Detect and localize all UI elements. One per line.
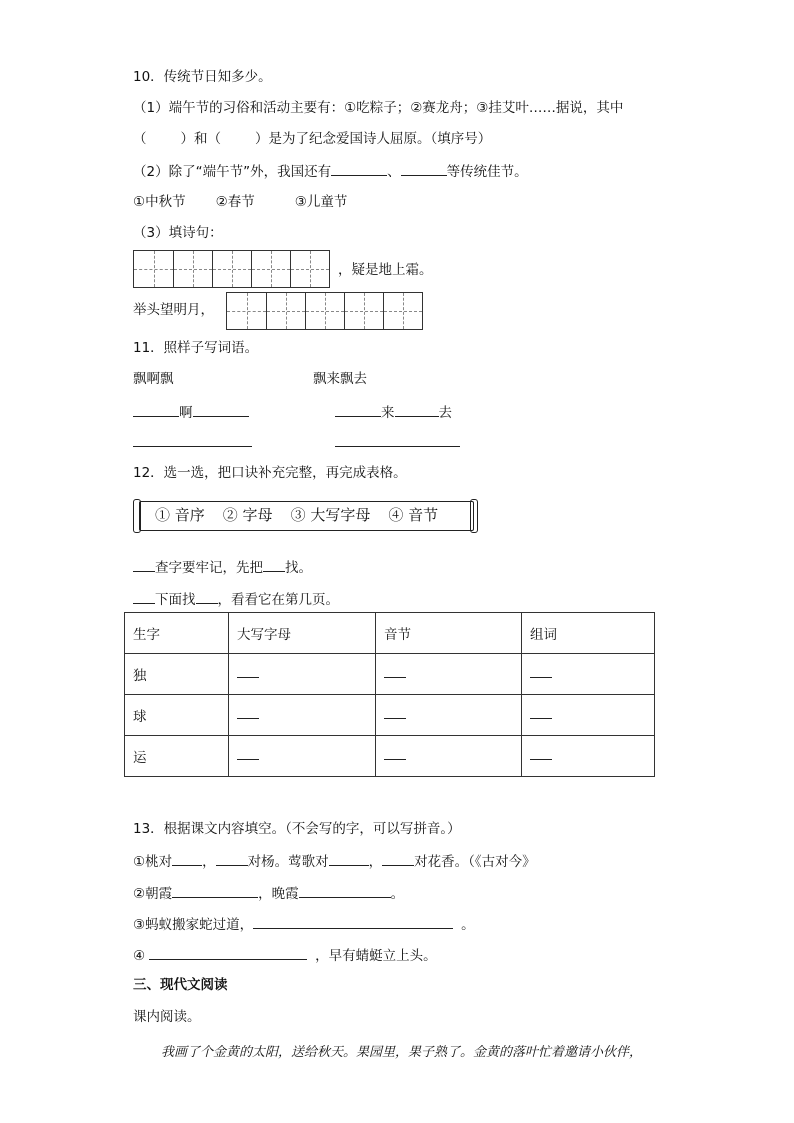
- q11-blank-line-1[interactable]: [133, 432, 252, 452]
- char-cell: 球: [125, 695, 229, 736]
- q13-line-1: ①桃对 ， 对杨。莺歌对 ， 对花香。（《古对今》: [133, 851, 536, 871]
- q10-part1-text: （1）端午节的习俗和活动主要有：①吃粽子；②赛龙舟；③挂艾叶……据说，其中: [133, 100, 624, 116]
- answer-cell[interactable]: [522, 736, 655, 777]
- word-blank[interactable]: [335, 402, 381, 417]
- scroll-curl-right: [470, 499, 478, 533]
- q13-line-2: ②朝霞 ，晚霞 。: [133, 883, 404, 903]
- answer-cell[interactable]: [376, 736, 522, 777]
- header-cell: 音节: [376, 613, 522, 654]
- couplet-blank[interactable]: [216, 851, 248, 866]
- options-scroll-banner: [133, 499, 478, 533]
- q11-example-1: 飘啊飘: [133, 371, 174, 387]
- option-1: ① 音序: [155, 506, 205, 524]
- q12-rhyme-line-1: 查字要牢记，先把 找。: [133, 557, 312, 577]
- answer-cell[interactable]: [376, 695, 522, 736]
- q11-example-2: 飘来飘去: [313, 371, 367, 387]
- q12-title: 12．选一选，把口诀补充完整，再完成表格。: [133, 465, 407, 481]
- word-blank[interactable]: [193, 402, 249, 417]
- table-row: [125, 695, 655, 736]
- word-blank[interactable]: [133, 402, 179, 417]
- poem-line1-tail: ，疑是地上霜。: [338, 262, 433, 278]
- rhyme-blank[interactable]: [133, 589, 155, 604]
- couplet-blank[interactable]: [299, 883, 391, 898]
- q13-title: 13．根据课文内容填空。（不会写的字，可以写拼音。）: [133, 821, 461, 837]
- q11-title: 11．照样子写词语。: [133, 340, 259, 356]
- festival-blank-2[interactable]: [401, 161, 447, 176]
- option-3: ③ 大写字母: [290, 506, 371, 524]
- rhyme-blank[interactable]: [263, 557, 285, 572]
- poem-line2-head: 举头望明月，: [133, 302, 214, 318]
- q10-part2: （2）除了“端午节”外，我国还有 、 等传统佳节。: [133, 161, 528, 181]
- table-header-row: [125, 613, 655, 654]
- header-cell: 组词: [522, 613, 655, 654]
- q10-part3: （3）填诗句：: [133, 225, 223, 241]
- q13-line-3: ③蚂蚁搬家蛇过道， 。: [133, 914, 475, 934]
- section-title: 三、现代文阅读: [133, 977, 228, 993]
- q12-rhyme-line-2: 下面找 ，看看它在第几页。: [133, 589, 339, 609]
- table-row: [125, 736, 655, 777]
- option-2: ② 字母: [222, 506, 273, 524]
- char-cell: 独: [125, 654, 229, 695]
- q11-fill-2: 来 去: [335, 402, 452, 422]
- char-lookup-table: [124, 612, 655, 777]
- option-4: ④ 音节: [388, 506, 439, 524]
- answer-cell[interactable]: [522, 654, 655, 695]
- couplet-blank[interactable]: [253, 914, 453, 929]
- rhyme-blank[interactable]: [133, 557, 155, 572]
- answer-cell[interactable]: [229, 654, 376, 695]
- poem-grid-2[interactable]: [226, 292, 423, 330]
- answer-cell[interactable]: [522, 695, 655, 736]
- couplet-blank[interactable]: [149, 945, 307, 960]
- answer-cell[interactable]: [229, 736, 376, 777]
- festival-blank-1[interactable]: [331, 161, 387, 176]
- answer-cell[interactable]: [229, 695, 376, 736]
- table-row: [125, 654, 655, 695]
- rhyme-blank[interactable]: [196, 589, 218, 604]
- header-cell: 生字: [125, 613, 229, 654]
- word-blank[interactable]: [395, 402, 439, 417]
- q11-fill-1: 啊: [133, 402, 249, 422]
- poem-grid-1[interactable]: [133, 250, 330, 288]
- couplet-blank[interactable]: [329, 851, 369, 866]
- q13-line-4: ④ ，早有蜻蜓立上头。: [133, 945, 437, 965]
- answer-cell[interactable]: [376, 654, 522, 695]
- couplet-blank[interactable]: [172, 851, 202, 866]
- header-cell: 大写字母: [229, 613, 376, 654]
- q10-options: ①中秋节 ②春节 ③儿童节: [133, 194, 348, 210]
- couplet-blank[interactable]: [382, 851, 414, 866]
- q10-part1-cont: （ ）和（ ）是为了纪念爱国诗人屈原。（填序号）: [133, 131, 492, 147]
- couplet-blank[interactable]: [172, 883, 258, 898]
- q10-title: 10．传统节日知多少。: [133, 69, 272, 85]
- reading-passage: 我画了个金黄的太阳，送给秋天。果园里，果子熟了。金黄的落叶忙着邀请小伙伴，: [161, 1045, 643, 1060]
- q11-blank-line-2[interactable]: [335, 432, 460, 452]
- section-subtitle: 课内阅读。: [133, 1009, 201, 1025]
- char-cell: 运: [125, 736, 229, 777]
